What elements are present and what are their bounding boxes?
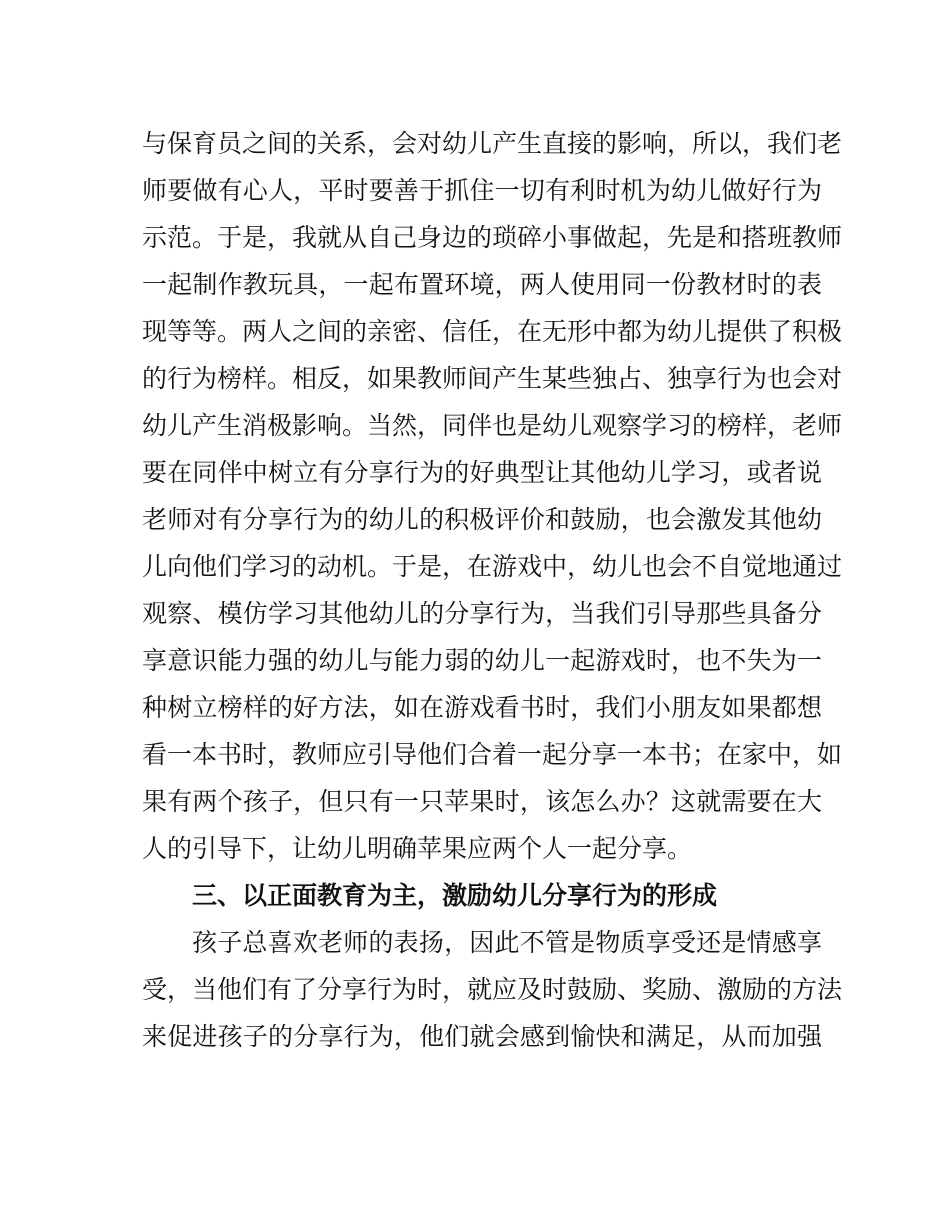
text-line: 孩子总喜欢老师的表扬，因此不管是物质享受还是情感享 (192, 928, 822, 957)
body-text (142, 120, 843, 1060)
text-line: 示范。于是，我就从自己身边的琐碎小事做起，先是和搭班教师 (142, 223, 843, 252)
text-line: 老师对有分享行为的幼儿的积极评价和鼓励，也会激发其他幼 (142, 505, 822, 534)
text-line: 儿向他们学习的动机。于是，在游戏中，幼儿也会不自觉地通过 (142, 552, 843, 581)
text-line: 人的引导下，让幼儿明确苹果应两个人一起分享。 (142, 834, 693, 863)
text-line: 享意识能力强的幼儿与能力弱的幼儿一起游戏时，也不失为一 (142, 646, 822, 675)
section-heading: 三、以正面教育为主，激励幼儿分享行为的形成 (192, 881, 718, 910)
text-line: 要在同伴中树立有分享行为的好典型让其他幼儿学习，或者说 (142, 458, 822, 487)
text-line: 与保育员之间的关系，会对幼儿产生直接的影响，所以，我们老 (142, 129, 843, 158)
text-line: 受，当他们有了分享行为时，就应及时鼓励、奖励、激励的方法 (142, 975, 843, 1004)
text-line: 的行为榜样。相反，如果教师间产生某些独占、独享行为也会对 (142, 364, 843, 393)
text-line: 来促进孩子的分享行为，他们就会感到愉快和满足，从而加强 (142, 1022, 822, 1051)
text-line: 幼儿产生消极影响。当然，同伴也是幼儿观察学习的榜样，老师 (142, 411, 843, 440)
text-line: 观察、模仿学习其他幼儿的分享行为，当我们引导那些具备分 (142, 599, 822, 628)
text-line: 种树立榜样的好方法，如在游戏看书时，我们小朋友如果都想 (142, 693, 822, 722)
text-line: 现等等。两人之间的亲密、信任，在无形中都为幼儿提供了积极 (142, 317, 843, 346)
text-line: 师要做有心人，平时要善于抓住一切有利时机为幼儿做好行为 (142, 176, 822, 205)
text-line: 看一本书时，教师应引导他们合着一起分享一本书；在家中，如 (142, 740, 843, 769)
text-line: 果有两个孩子，但只有一只苹果时，该怎么办？这就需要在大 (142, 787, 822, 816)
text-line: 一起制作教玩具，一起布置环境，两人使用同一份教材时的表 (142, 270, 822, 299)
